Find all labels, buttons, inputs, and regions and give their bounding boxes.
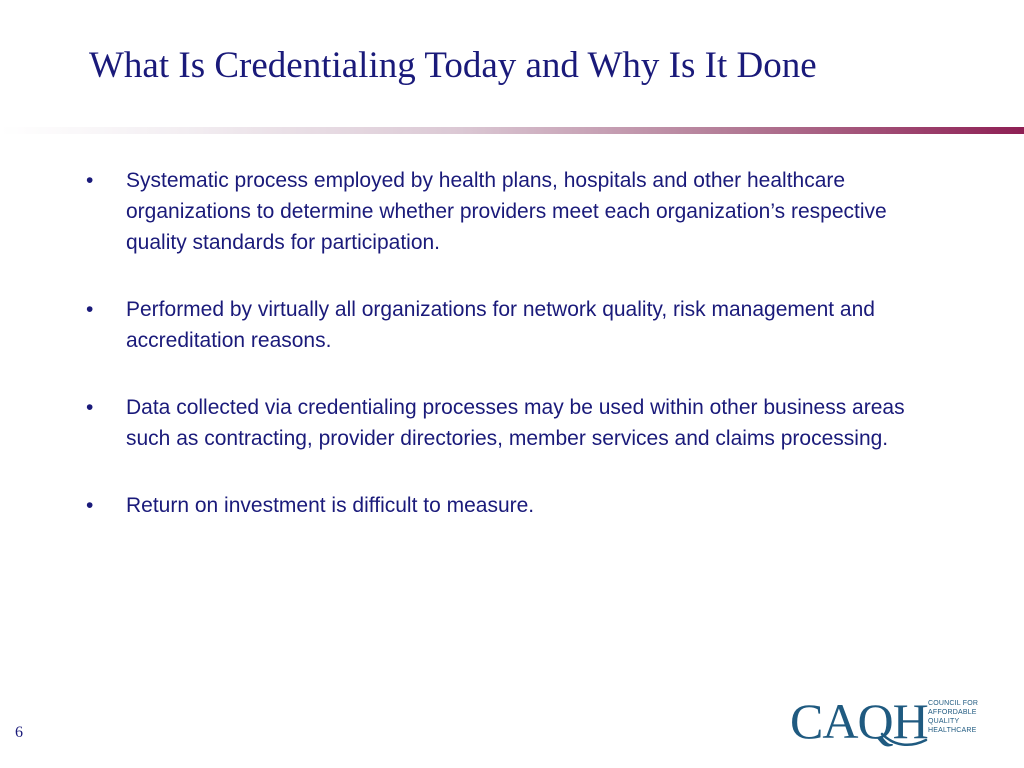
logo-wordmark: CAQH [790, 693, 928, 749]
bullet-dot-icon: • [86, 169, 94, 192]
logo-tagline [928, 699, 990, 735]
logo-tagline-line: HEALTHCARE [928, 727, 977, 734]
logo-swash-icon [790, 694, 930, 750]
logo-tagline-line: AFFORDABLE [928, 709, 977, 716]
title-divider [0, 127, 1024, 134]
bullet-item [86, 165, 946, 258]
bullet-text: Data collected via credentialing processes may be used within other business areas such as contracting, provider directories, member services and claims processing. [126, 396, 905, 450]
bullet-item [86, 490, 946, 521]
bullet-dot-icon: • [86, 396, 94, 419]
logo-tagline-line: QUALITY [928, 718, 960, 725]
bullet-list [86, 165, 946, 557]
bullet-text: Return on investment is difficult to measure. [126, 494, 535, 517]
caqh-logo [790, 694, 990, 750]
bullet-dot-icon: • [86, 494, 94, 517]
logo-tagline-line: COUNCIL FOR [928, 700, 979, 707]
bullet-text: Performed by virtually all organizations for network quality, risk management and accreditation reasons. [126, 298, 875, 352]
page-number: 6 [15, 724, 23, 741]
bullet-item [86, 392, 946, 454]
bullet-dot-icon: • [86, 298, 94, 321]
bullet-text: Systematic process employed by health plans, hospitals and other healthcare organizations to determine whether providers meet each organization’s respective quality standards for participation. [126, 169, 887, 254]
bullet-item [86, 294, 946, 356]
slide-title: What Is Credentialing Today and Why Is It Done [89, 45, 817, 86]
